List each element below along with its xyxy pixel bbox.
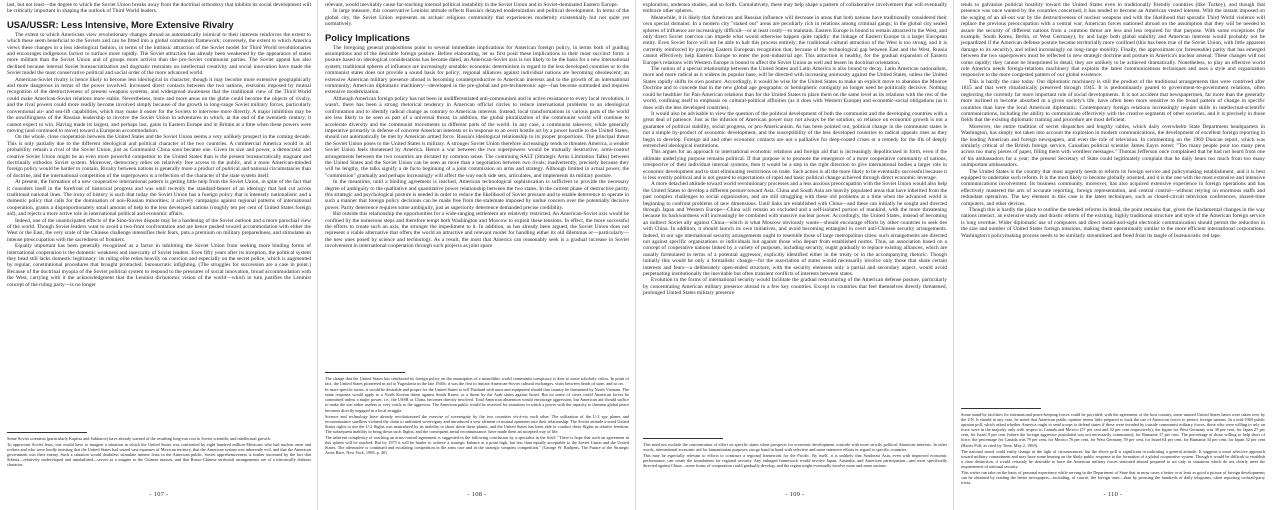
footnote: This may be especially relevant to efforts to construct a regional framework for the Pacific. By itself, it is unlikely that Southeast Asia, even with improved economic performance, can create the foundations for regional security. Any enlarged framework would involve Japan, Australia, and American participation—and most specifically directed against China—some forms of cooperation could gradually develop, and the region might eventually involve more and more nations. [643,453,947,469]
footnotes [961,408,1265,486]
page-body [7,2,311,288]
intro-paragraph: exploration, undersea studies, and so forth. Cumulatively, these may help shape a pattern of collaborative involvement that will eventually embrace other spheres. [643,2,947,15]
paragraph: Although American foreign policy has not been in undifferentiated anti-communism and in active resistance to every local revolution, it wasn't, there has been a strong rhetorical tendency in American official circles to reduce international problems to an ideological confrontation and to identify radical change as contrary to American interests. Instead, local transformations in various parts of the world are less likely to be seen as part of a universal threat; in addition, the global pluralization of the communist world will continue to accelerate diversity and the communist movements in different parts of the world. In any case, a communist takeover, while generally imperative primarily in defense of concrete American interests or in response to an overt hostile act by a power hostile to the United States, should not automatically be met by American armed force. Russia's ideological relationship to its proper proportions. The principal threat the Soviet Union poses to the United States is military. A stronger Soviet Union therefore increasingly tends to threaten America, a weaker Soviet Union feels threatened by America. Hence a war between the two superpowers would be mutually destructive, arms-control arrangements between the two countries are dictated by common sense. The continuing SALT (Strategic Arms Limitation Talks) between the United States and the Soviet Union can be seen as more than a negotiation between two rivals; inadvertently, precisely because they will be lengthy, the talks signify a de facto beginning of a joint commission on arms and strategy. Although limited in actual power, the "commission" gradually and perhaps increasingly will affect the way each side sets, articulates, and implements its military posture. [325,95,629,179]
paragraph: The extent to which Americans view revolutionary changes abroad as automatically inimical to their interests reinforces the extent to which these seem beneficial to the Soviets and can be fitted into a global communist framework; conversely, the extent to which America views these changes in a less ideological fashion, in terms of the intrinsic attraction of the Soviet model for Third World revolutionaries and encourages indigenous factors to surface more rapidly. The Soviet attraction has already been weakened by the appearance of states more militant than the Soviet Union and of groups more activist than the pro-Soviet communist parties. The Soviet appeal has also declined because internal Soviet bureaucratization and dogmatic restraints on intellectual creativity and social innovation have made the Soviet model the most conservative political and social order of the more advanced world. [7,31,311,77]
page-110 [954,0,1272,510]
footnote: The charge that the United States has conducted its foreign policy on the assumption of a monolithic world communist conspiracy is dear to some scholarly critics. In point of fact, the United States pioneered in aid to Yugoslavia in the late 1940s; it was the first to initiate American-Soviet cultural exchanges, visits between heads of state, and so on. [325,376,629,387]
paragraph: The foregoing general propositions point to several immediate implications for American foreign policy, in terms both of guiding assumptions and of the desirable foreign posture. Before elaborating, let us first posit these implications in their most succinct form: a posture based on ideological considerations has become dated, an American-Soviet axis is not likely to be the basis for a new international system; traditional spheres of influence are increasingly unstable; economic determinism in regard to the less developed countries or to the communist states does not provide a sound basis for policy; regional alliances against individual nations are becoming obsolescent; an extensive American military presence abroad is becoming counterproductive to American interests and to the growth of an international community; American diplomatic machinery—developed in the pre-global and pre-technetronic age—has become outmoded and requires extensive modernization. [325,44,629,96]
page-107 [0,0,318,510]
page-number: - 109 - [785,491,805,498]
footnote: To appreciate Soviet fears, one would have to imagine a situation in which the United States was confronted by eight hundred million Mexicans who had nuclear arms and rockets and who were loudly insisting that the United States had seized vast expanses of Mexican territory, that the American system was inherently evil, and that the American government was their enemy. Such a situation would doubtless stimulate intense fears in the American public. Soviet apprehensiveness is further increased by the fact that Siberia—relatively undeveloped and uninhabited—serves as a magnet to the Chinese masses, and that Russo-Chinese territorial arrangements are of a historically dubious character. [7,442,311,468]
page-number: - 110 - [1103,491,1123,498]
footnote-rule [961,408,1041,409]
intro-paragraph: relevant, would inevitably cause far-reaching internal political instability in the Soviet Union and in Soviet-dominated Eastern Europe. [325,2,619,8]
section-heading: Policy Implications [325,31,410,43]
footnote-rule [643,438,723,439]
intro-paragraph: last, but not least—the degree to which the Soviet Union breaks away from the doctrinal orthodoxy that inhibits its social development will be critically important in shaping the outlook of Third World leaders. [7,2,311,15]
paragraph: It would also be advisable to view the question of the political development of both the communist and the developing countries with a great deal of patience. Just as the infusion of American power may not always be the solution, so reliance on economic growth is not a guarantee of political stability, social progress, or pro-Americanism. As has been pointed out, political change in the communist states is not a simple by-product of economic development, and the susceptibility of the less developed countries to radical appeals rises as they begin to develop. Foreign aid and other economic contacts are not a palliative for deep-rooted crises or a remedy for the ills of deeply entrenched ideological institutions. [643,110,947,149]
paragraph: This is hardly the case today. Our diplomatic machinery is still the product of the traditional arrangements that were contrived after 1815 and that were ritualistically preserved through 1945. It is predominantly geared to government-to-government relations, often neglecting the currently far more important role of social developments. It is not accident that newspapermen, far more than the generally more inclined to become absorbed in a given society's life, have often been more sensitive to the broad pattern of change in specific countries than have the local American diplomatic. Contemporary foreign relations increasingly require skills in intellectual-scientific communications, including the ability to communicate effectively with the creative segments of other societies, and it is precisely in those fields that the existing diplomatic training and procedure are most deficient. [961,78,1265,124]
paragraph: Meanwhile, it is likely that American and Russian influence will decrease in areas that both nations have traditionally considered their own special domains. In a modern city "staked out" areas are peculiarly rich in relations among criminal gangs; in the global city sealed spheres of influence are increasingly difficult—or at least costly—to maintain. Eastern Europe is bound to remain attracted to the West, and only direct Soviet coercion can impede what would otherwise happen quite rapidly: the linkage of Eastern Europe to a larger European entity. Even Soviet force will not be able to halt this process entirely; the traditional cultural attraction of the West is too strong, and it is currently reinforced by growing Eastern European recognition that, because of the technological gap between East and the West, Russia cannot effectively help Eastern Europe to enter the post-industrial age. This attraction is healthy, for the gradual expansion of Eastern Europe's relations with Western Europe is bound to affect the Soviet Union as well and lessen its doctrinal orientation. [643,14,947,66]
paragraph: But outside this relationship the opportunities for a wide-ranging settlement are relatively restricted. An American-Soviet axis would be confined by the numerous steps and therefore tempt both Washington and Moscow to exploit these tensions. In effect, the more successful the efforts to create such an axis, the stronger the impediment to it. In addition, as has already been argued, the Soviet Union does not represent a viable alternative that offers the world an attractive and relevant model for handling either its old dilemmas or—particularly—the new ones posed by science and technology. As a result, the most that America can reasonably seek is a gradual increase in Soviet involvement in international cooperation through such projects as joint space [325,211,629,250]
page-108 [318,0,636,510]
paragraph: On the whole, close cooperation between the United States and the Soviet Union seems a very unlikely prospect in the coming decade. This is only partially due to the different ideological and political character of the two countries. A commercial America would in all probability remain a rival of the Soviet Union, just as Communist China soon became one. Given its size and power, a democratic and creative Soviet Union might be an even more powerful competitor to the United States than is the present bureaucratically stagnant and doctrinally orthodox Soviet system. Moreover, democracy relies on relatively free access to the public, and a more American-minded foreign policy would be harder to contain. Rivalry between nations is generally more a product of political and national circumstances than of doctrine, and the international competition of the superpowers is a reflection of the character of the state system itself. [7,134,311,179]
paragraph: Indeed, one of the unanticipated effects of the Sino-Soviet dispute may be a hardening of the Soviet outlook and a more parochial view of the world. Though Soviet leaders want to avoid a two-front confrontation and are hence pushed toward accommodation with either the West or the East, the very scale of the Chinese challenge intensifies their fears, puts a premium on military preparedness, and stimulates an intense preoccupation with the sacredness of frontiers. [7,217,311,243]
paragraph: Evolution in the forms of international security would facilitate the gradual restructuring of the American defense posture, particularly by concentrating American military presence abroad in a few key countries. Except in countries that feel themselves directly threatened, prolonged United States military presence [643,277,947,297]
footnote-rule [7,432,87,433]
footnotes [7,432,311,469]
page-number: - 107 - [149,491,169,498]
page-body [643,2,947,297]
footnote: The national mood could easily change in the light of circumstances, but the above poll is significant in indicating a general attitude. It suggests a more selective approach toward military commitment and may have some bearing on the likely public response to the formation of a global cooperative system. Though it would be difficult to establish a clear distinction, it would certainly be desirable to have the American military forces stationed abroad prepared to act only in situations which do not clearly meet the requirements of national security. [961,448,1265,469]
footnotes [325,372,629,456]
paragraph: The United States is the country that most urgently needs to reform its foreign service and policymaking establishment, and it is best equipped to undertake such reform. It is the most likely to become globally oriented, and it is the one with the most extensive and intensive communications involvement. Its business community, moreover, has also acquired extensive experience in foreign operations and has effectively mastered the arts of accurate reporting, foreign representation, and central control—without relying on enormous staffs and redundant operatives. The key element in this case is the latest techniques, such as closed-circuit television conferences, shared-time computers, and other devices. [961,168,1265,207]
paragraph: In the meantime, until a binding agreement is reached, American technological sophistication is sufficient to provide the necessary degree of ambiguity to the qualitative and quantitative power relationship between the two states. In the current phase of destructive parity, this strategic and psychological posture is needed in order to reduce the likelihood of Soviet pressure and to enable deterrence to operate in such a manner that foreign policy decisions can be made free from the stalemate imposed by undue concern over the potentially decisive power. Parity deterrence requires some ambiguity, just as superiority deterrence demanded precise credibility. [325,179,629,211]
paragraph: A more detached attitude toward world revolutionary processes and a less anxious preoccupation with the Soviet Union would also help the United States to develop a different posture toward Asia. China and South Asia are heavily populated areas that have inherited from the past complex challenges to social organization, and are still struggling with these old problems at a time when the advanced world is beginning to confront problems of new dimensions. Until links are established with China—and these can initially be sought and directed through Japan and Western Europe—China will remain an excluded and a self-isolated portion of mankind, with the more threatening because its backwardness will increasingly be combined with massive nuclear power. Accordingly, the United States, instead of becoming an indirect Soviet ally against China—which is what Moscow obviously wants—should encourage efforts by other countries to seek ties with China. In addition, it should launch its own initiatives, and avoid becoming entangled in overt anti-Chinese security arrangements. Indeed, in our age international security arrangements ought to resemble those of large metropolitan cities: such arrangements are directed not against specific organizations or individuals but against those who depart from established norms. Thus, an association based on a concept of cooperative nations linked by a variety of purposes, including security, ought gradually to replace existing alliances, which are usually formulated in terms of a potential aggressor, explicitly identified either in the treaty or in the accompanying rhetoric. Though initially this would be only a formalistic change—for the association of states would necessarily involve only those that share certain interests and fears—a deliberately open-ended structure, with the security elements only a partial and secondary aspect, would avoid perpetuating institutionally the inevitable but often transient conflicts of interests between states. [643,181,947,278]
footnote: Some stand-by facilities for international peace-keeping forces could be provided; with the agreement of the host country, some unused United States bases were taken over by the UN. It should in any case, be noted that American public opinion seems little prepared to back the use of American forces to protect foreign nations. In a mid-1969 public opinion poll, which asked whether America ought to send troops to defend states if these were invaded by outside communist military forces, those who were willing to rely on force were in the majority only with respect to Canada and Mexico (57 per cent and 52 per cent respectively); the figure for West Germany was 38 per cent, for Japan 27 per cent, for Israel 9 per cent (where the foreign aggressor postulated was not necessarily communist), for Rumania 17 per cent. The percentage of those willing to help short of force, the percentage for Canada was 79 per cent, for Mexico 76 per cent, for West Germany 59 per cent, for Israel 64 per cent, for Rumania 34 per cent, for Japan 52 per cent (Harris Poll, as cited by Time, May 2, 1969). [961,412,1265,448]
paragraph: tends to galvanize political hostility toward the United States even in traditionally friendly countries (like Turkey), and though that presence was once wanted by the countries concerned, it has tended to become an American vested interest. With the instant imposed on the waging of an all-out war by the destructiveness of nuclear weapons and with the likelihood that sporadic Third World violence will replace the previous preoccupation with a central war, American forces stationed abroad on the assumption that they will be needed to assure the security of different nations from a common threat are less and less required for that purpose. With some exceptions (for example, South Korea, Berlin, or West Germany), by and large both global stability and American interests would probably not be jeopardized if the American defense posture became territorially more confined (this has been true of the Soviet Union, with little apparent damage to its security), and relied increasingly on long-range mobility. Finally, the approximate (or foreseeable) parity that has emerged between the two superpowers must be reflected in new strategic doctrine and posture in America's nuclear arsenal. These changes will not come rapidly; they cannot be blueprinted in detail; they are unlikely to be achieved dramatically. Nonetheless, to play an effective world role America needs foreign-relations machinery that exploits the latest communications techniques and uses a style and organization responsive to the more congested pattern of our global existence. [961,2,1265,79]
paragraph: Equally important has been generally recognized as a factor in inhibiting the Soviet Union from seeking more binding forms of international cooperation is the domestic weakness and insecurity of Soviet leaders. Even fifty years after its inception, the political system they head still lacks domestic legitimacy: its ruling elite relies heavily on coercion and especially on the secret police, which is augmented by regular, constitutional procedures that brought protracted, bureaucratic infighting. (The struggles for succession are a case in point.) Because of the doctrinal myopia of the Soviet political system to respond to the pressures of social innovation, broad accommodation with the West, carrying with it the acknowledgment that the Leninist dichotomic vision of the world—which in turn justifies the Leninist concept of the ruling party—is no longer [7,243,311,288]
footnote: In more specific terms, it would be desirable and proper for the United States to tell Thailand with arms and equipment should that country be threatened by North Vietnam. The same response would apply to a North Korean threat against South Korea, or a threat by the Arab states against Israel. But no sense of crises could American forces be committed unless a major power, i.e., the USSR or China, becomes directly involved. Total American abstention would encourage aggression, but American aid should suffice to make the war either useless or very costly to the aggressor. The American public would be reserved for situations in which a power with the capacity to threaten global peace becomes directly engaged in a local struggle. [325,387,629,413]
paragraph: Though this is hardly the place to outline the needed reforms in detail, the point remains that, given the fundamental changes in the way nations interact, an extensive study and drastic reform of the existing, highly traditional structure and style of the American foreign service is long overdue. Wider diplomatic use of computers and direct sound-and-sight electronic communication should permit the reduction in the size and number of United States foreign missions, making them operationally similar to the more efficient international corporations. Washington's policymaking process needs to be similarly streamlined and freed from its tangle of bureaucratic red tape. [961,207,1265,239]
page-body [325,2,629,250]
footnote: Science and technology have already revolutionized the exercise of sovereignty by the two countries vis-à-vis each other. The utilization of the U-2 spy planes and reconnaissance satellites violated the claim to unlimited sovereignty and introduced a new element of mutual openness into their relationship. The Soviet attitude toward United States rights to use the U-2 flights was neutralized by its inability to shoot down these planes, and the United States has been able to conduct these flights in relative freedom. The subsequent inability to bring down such flights, and the consequent aerial reconnaissance, have made them an accepted way of life. [325,413,629,434]
paragraph: The notion of a special relationship between the United States and Latin America is also bound to decay. Latin American nationalism, more and more radical as it widens its popular base, will be directed with increasing animosity against the United States, unless the United States rapidly shifts its own posture. Accordingly, it would be wise for the United States to make an explicit move to abandon the Monroe Doctrine and to concede that in the new global age geographic or hemispheric contiguity no longer need be politically decisive. Nothing could be healthier for Pan-American relations than for the United States to place them on the same level as its relations with the rest of the world, confining itself to emphasis on cultural-political affinities (as it does with Western Europe) and economic-social obligations (as it does with the less developed countries). [643,66,947,111]
paragraph: Moreover, the entire tradition of secret dispatches and lengthy cables, which daily overwhelm State Department headquarters in Washington, has simply not taken into account the explosion in modern communications, the development of excellent foreign reporting in the leading American and foreign newspapers, and even the role of television. In commenting on the 1969 Duncan report, which was similarly critical of the British foreign service, Canadian political scientist James Eayrs noted: "Too many people pour too many pens across too many pieces of paper, filling them with wordless messages." Thomas Jefferson once complained that he had not heard from one of his ambassadors for a year; the present Secretary of State could legitimately complain that he daily hears too much from too many unimportant ambassadors. [961,123,1265,169]
paragraph: American-Soviet rivalry is hence likely to become less ideological in character, though it may become more extensive geographically and more dangerous in terms of the power involved. Increased direct contacts between the two nations, restraints imposed by mutual recognition of the destructiveness of present weapons systems, and widespread awareness that the traditional view of the Third World could make American-Soviet relations more stable. Nevertheless, more and more areas on the globe could become the objects of rivalry, and the rival powers could more readily become involved simply because of the growth in long-range Soviet military forces, particularly conventional air- and sea-lift capabilities, which may make it easier for the Soviets to intervene more directly. A major inhibition may be the unwillingness of the Russian leadership to involve the Soviet Union in adventures in which, at the end of the twentieth century, it cannot expect to win. Having made its largest, and perhaps last, gains in Eastern Europe and in Britain at a time when these powers were moving (and continued to move) toward a European accommodation. [7,76,311,134]
section-heading: USA/USSR: Less Intensive, More Extensive Rivalry [7,18,234,30]
page-109 [636,0,954,510]
footnote: This need not exclude the concentration of effort on specific states when prospects for economic development coincide with more strictly political American interests. In other words, international economic aid for humanitarian purposes can go hand in hand with selective and more intensive efforts in regard to specific countries. [643,442,947,453]
paragraph: At present, the formation of a new cooperative international pattern is getting little help from the Soviet Union, in spite of the fact that it considers itself in the forefront of historical progress and was until recently the standard-bearer of an ideology that had cut across traditional national lines. The irony of history is such that today the Soviet Union has a foreign policy that is intensely nationalistic and a domestic policy that calls for the domination of non-Russian minorities; it actively campaigns against regional patterns of international cooperation, grants a disproportionately small amount of help to the less developed nations (roughly ten per cent of United States foreign aid), and rejects a more active role in international political and economic affairs. [7,179,311,218]
paragraph: This argues for an approach to international economic relations and foreign aid that is increasingly depoliticized in form, even if the ultimate underlying purpose remains political. If that purpose is to promote the emergence of a more cooperative community of nations, irrespective of their individual internal systems, then it would be a step in the right direction to give international bodies a larger role in economic development and to start eliminating restrictions on trade. Such action is all the more likely to be eventually successful because it is less overtly political and is not geared to expectations of rapid and basic political change achieved through direct economic leverage. [643,149,947,181]
footnotes [643,438,947,469]
page-body [961,2,1265,239]
page-number: - 108 - [467,491,487,498]
footnote-rule [325,372,405,373]
paragraph: In large measure, this conservative Leninist attitude reflects Russia's delayed modernization and political development. In terms of the global city, the Soviet Union represents an archaic religious community that experiences modernity existentially but not quite yet normatively. [325,8,629,28]
footnote: Some Soviet scientists (particularly Kapitsa and Sakharov) have already warned of the resulting long-run cost to Soviet scientific and intellectual growth. [7,436,271,441]
footnote: The inherent complexity of reaching an arms-control agreement is suggested in the following conclusion by a specialist in the field: "There is hope that such an agreement in this sphere will be reached. But by 1975 it will be harder to achieve a strategic balance at a point high, but less than equally acceptable to the Soviet Union and the United States. The alternative is continued and escalating competition in the arms race and in the strategic weapons competition." (George W. Rathjens, The Future of the Strategic Arms Race, New York, 1969, p. 40) [325,435,629,456]
footnote: This writer can take on the basis of personal experience while serving in the Department of State that in most cases a better or at least as good a picture of foreign developments can be obtained by reading the better newspapers—including, of course, the foreign ones—than by perusing the hundreds of daily telegrams, often reporting cocktail-party trivia. [961,470,1265,486]
